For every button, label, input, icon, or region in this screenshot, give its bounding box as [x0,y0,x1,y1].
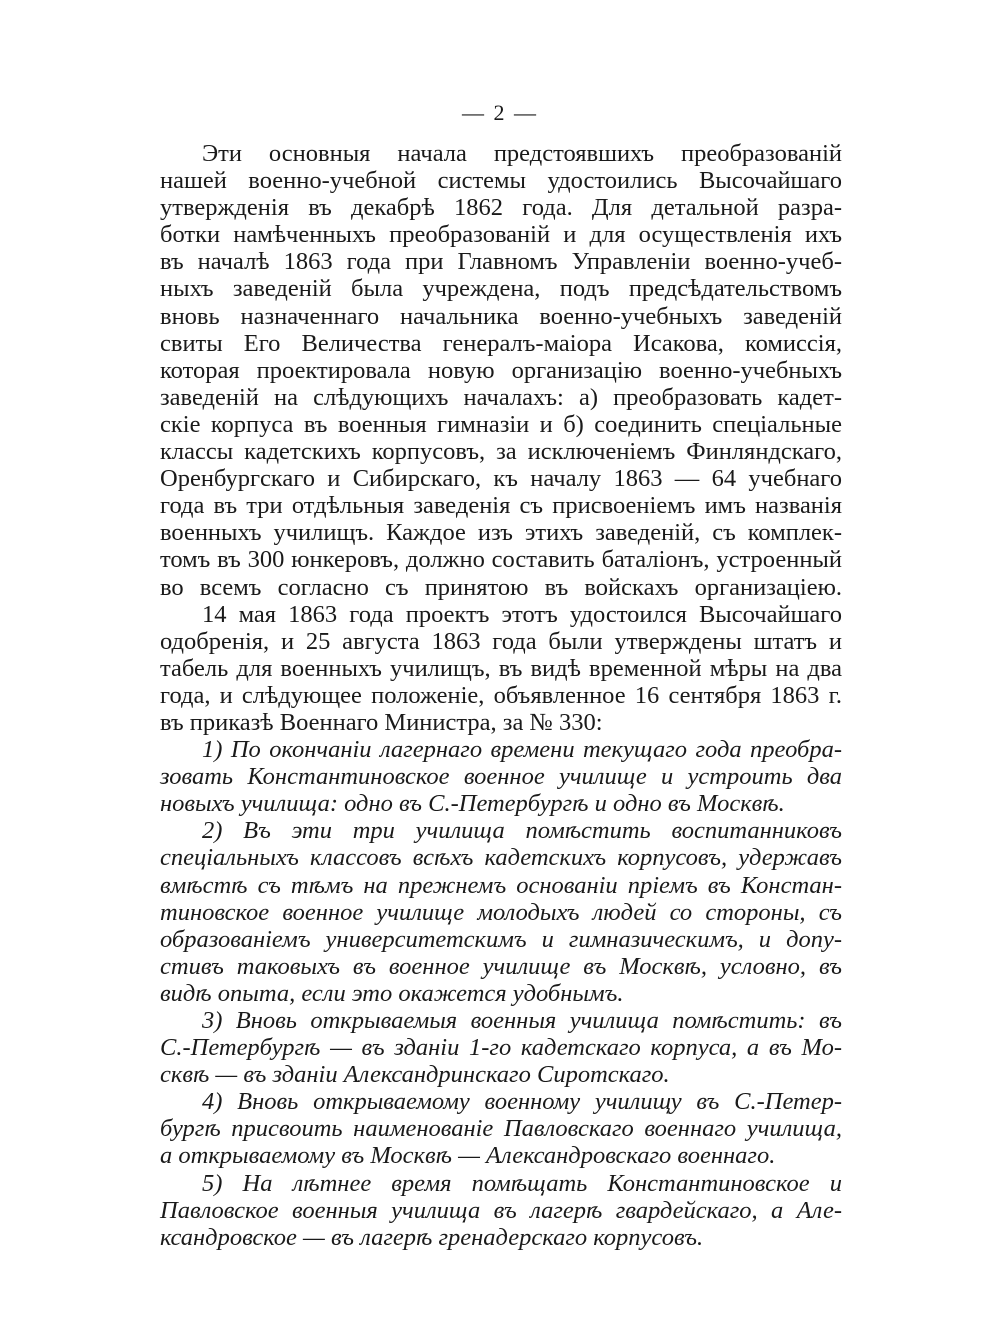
text-line: утвержденія въ декабрѣ 1862 года. Для детальной разра- [160,194,842,222]
text-line: 2) Въ эти три училища помѣстить воспитанниковъ [202,817,842,845]
text-line: табель для военныхъ училищъ, въ видѣ временной мѣры на два [160,654,842,682]
text-line: сквѣ — въ зданіи Александринскаго Сиротскаго. [160,1061,670,1089]
text-line: 3) Вновь открываемыя военныя училища помѣстить: въ [202,1007,842,1034]
text-line: образованіемъ университетскимъ и гимназическимъ, и допу- [160,925,842,953]
text-line: вмѣстѣ съ тѣмъ на прежнемъ основаніи пріемъ въ Констан- [160,871,842,899]
text-line: зовать Константиновское военное училище и устроить два [160,763,842,791]
text-line: скіе корпуса въ военныя гимназіи и б) соединить спеціальные [160,410,842,438]
text-line: 4) Вновь открываемому военному училищу въ С.-Петер- [202,1088,842,1116]
text-line: стивъ таковыхъ въ военное училище въ Москвѣ, условно, въ [160,952,842,980]
body-text [160,140,842,1251]
text-line: въ началѣ 1863 года при Главномъ Управленіи военно-учеб- [160,248,842,276]
text-line: Эти основныя начала предстоявшихъ преобразованій [202,140,842,167]
text-line: Павловское военныя училища въ лагерѣ гвардейскаго, а Але- [160,1196,842,1224]
text-line: года въ три отдѣльныя заведенія съ присвоеніемъ имъ названія [160,492,842,520]
text-line: военныхъ училищъ. Каждое изъ этихъ заведеній, съ комплек- [160,519,842,547]
text-line: видѣ опыта, если это окажется удобнымъ. [160,979,624,1007]
text-line: классы кадетскихъ корпусовъ, за исключеніемъ Финляндскаго, [160,438,842,466]
text-line: спеціальныхъ классовъ всѣхъ кадетскихъ корпусовъ, удержавъ [160,844,842,872]
text-line: а открываемому въ Москвѣ — Александровскаго военнаго. [160,1142,776,1170]
text-line: С.-Петербургѣ — въ зданіи 1-го кадетскаго корпуса, а въ Мо- [160,1034,842,1062]
text-line: Оренбургскаго и Сибирскаго, къ началу 1863 — 64 учебнаго [160,465,842,493]
text-line: ботки намѣченныхъ преобразованій и для осуществленія ихъ [160,221,842,249]
text-line: нашей военно-учебной системы удостоились Высочайшаго [160,167,842,195]
text-line: томъ въ 300 юнкеровъ, должно составить баталіонъ, устроенный [160,546,842,574]
text-line: которая проектировала новую организацію военно-учебныхъ [160,356,842,384]
text-line: новыхъ училища: одно въ С.-Петербургѣ и одно въ Москвѣ. [160,790,785,818]
text-line: бургѣ присвоить наименованіе Павловскаго военнаго училища, [160,1115,842,1143]
text-line: заведеній на слѣдующихъ началахъ: а) преобразовать кадет- [160,383,842,411]
text-line: 1) По окончаніи лагернаго времени текущаго года преобра- [202,736,842,764]
text-line: вновь назначеннаго начальника военно-учебныхъ заведеній [160,302,842,330]
text-line: во всемъ согласно съ принятою въ войскахъ организаціею. [160,573,842,601]
page-number: — 2 — [462,100,538,125]
text-line: тиновское военное училище молодыхъ людей со стороны, съ [160,898,842,926]
text-line: 14 мая 1863 года проектъ этотъ удостоился Высочайшаго [202,600,842,628]
text-line: 5) На лѣтнее время помѣщать Константиновское и [202,1169,842,1197]
text-line: года, и слѣдующее положеніе, объявленное 16 сентября 1863 г. [160,681,842,709]
text-line: ныхъ заведеній была учреждена, подъ предсѣдательствомъ [160,275,842,303]
text-line: одобренія, и 25 августа 1863 года были утверждены штатъ и [160,627,842,655]
text-line: свиты Его Величества генералъ-маіора Исакова, комиссія, [160,329,842,357]
text-line: въ приказѣ Военнаго Министра, за № 330: [160,708,603,736]
text-line: ксандровское — въ лагерѣ гренадерскаго корпусовъ. [160,1223,704,1251]
